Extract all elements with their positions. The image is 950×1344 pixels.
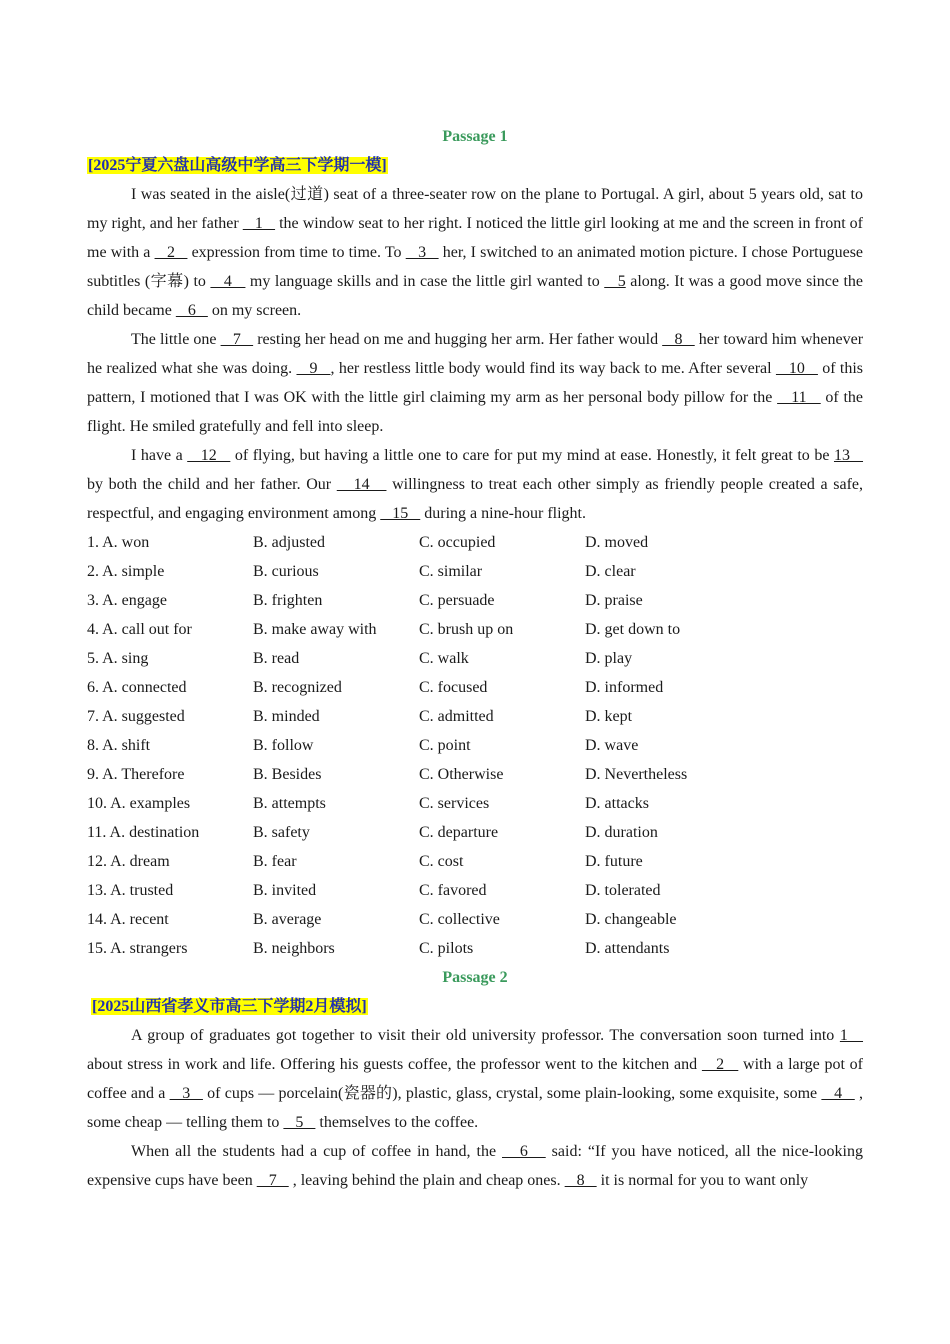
option-a: 6. A. connected — [87, 679, 187, 696]
text: on my screen. — [207, 302, 302, 319]
text: about stress in work and life. Offering his guests coffee, the professor went to the kitchen and — [87, 1056, 702, 1073]
text: , leaving behind the plain and cheap ones. — [288, 1172, 565, 1189]
option-row — [87, 760, 863, 789]
option-b: B. minded — [253, 708, 320, 725]
text: resting her head on me and hugging her arm. Her father would — [253, 331, 663, 348]
passage-1-source — [87, 151, 863, 180]
text: expression from time to time. To — [187, 244, 406, 261]
option-b: B. average — [253, 911, 322, 928]
option-a: 12. A. dream — [87, 853, 170, 870]
text: , some cheap — telling them to — [87, 1085, 863, 1131]
option-b: B. make away with — [253, 621, 377, 638]
option-d: D. play — [585, 650, 633, 667]
blank-8: 8 — [564, 1172, 597, 1189]
option-row — [87, 557, 863, 586]
passage-2-source — [87, 992, 863, 1021]
option-row — [87, 847, 863, 876]
option-a: 13. A. trusted — [87, 882, 174, 899]
option-d: D. moved — [585, 534, 649, 551]
option-row — [87, 586, 863, 615]
option-a: 1. A. won — [87, 534, 150, 551]
text: said: “If you have noticed, all the nice-looking expensive cups have been — [87, 1143, 864, 1189]
option-c: C. point — [419, 737, 471, 754]
option-d: D. attendants — [585, 940, 670, 957]
passage-1-title: Passage 1 — [442, 128, 508, 145]
option-b: B. attempts — [253, 795, 326, 812]
option-c: C. occupied — [419, 534, 496, 551]
text: my language skills and in case the little girl wanted to — [245, 273, 605, 290]
option-b: B. recognized — [253, 679, 342, 696]
option-c: C. persuade — [419, 592, 495, 609]
option-a: 8. A. shift — [87, 737, 151, 754]
text: the window seat to her right. I noticed the little girl looking at me and the screen in front of me with a — [87, 215, 864, 261]
option-b: B. curious — [253, 563, 319, 580]
blank-15: 15 — [380, 505, 421, 522]
option-a: 5. A. sing — [87, 650, 149, 667]
blank-3: 3 — [169, 1085, 203, 1102]
option-b: B. invited — [253, 882, 317, 899]
passage-2-source-label: [2025山西省孝义市高三下学期2月模拟] — [92, 998, 367, 1015]
option-row — [87, 702, 863, 731]
text: with a large pot of coffee and a — [87, 1056, 864, 1102]
option-a: 3. A. engage — [87, 592, 167, 609]
option-b: B. Besides — [253, 766, 322, 783]
option-a: 14. A. recent — [87, 911, 169, 928]
document-content — [87, 122, 863, 1195]
text: The little one — [131, 331, 221, 348]
blank-7: 7 — [220, 331, 254, 348]
option-a: 11. A. destination — [87, 824, 200, 841]
option-c: C. cost — [419, 853, 464, 870]
text: her, I switched to an animated motion picture. I chose Portuguese subtitles (字幕) to — [87, 244, 864, 290]
option-c: C. admitted — [419, 708, 494, 725]
option-row — [87, 905, 863, 934]
option-d: D. duration — [585, 824, 658, 841]
option-c: C. Otherwise — [419, 766, 504, 783]
blank-6: 6 — [502, 1143, 546, 1160]
text: of cups — porcelain(瓷器的), plastic, glass, crystal, some plain-looking, some exquisite, some — [202, 1085, 822, 1102]
text: of the flight. He smiled gratefully and fell into sleep. — [87, 389, 863, 435]
text: her toward him whenever he realized what she was doing. — [87, 331, 864, 377]
blank-12: 12 — [187, 447, 231, 464]
text: of this pattern, I motioned that I was OK with the little girl claiming my arm as her personal body pillow for the — [87, 360, 864, 406]
option-d: D. kept — [585, 708, 633, 725]
option-c: C. services — [419, 795, 490, 812]
option-d: D. clear — [585, 563, 636, 580]
option-b: B. neighbors — [253, 940, 335, 957]
option-b: B. follow — [253, 737, 314, 754]
passage-2-paragraph-1 — [87, 1021, 863, 1137]
text: I have a — [131, 447, 188, 464]
blank-5: 5 — [604, 273, 626, 290]
option-a: 7. A. suggested — [87, 708, 185, 725]
option-row — [87, 818, 863, 847]
option-c: C. brush up on — [419, 621, 514, 638]
option-a: 9. A. Therefore — [87, 766, 185, 783]
option-b: B. frighten — [253, 592, 323, 609]
option-row — [87, 528, 863, 557]
blank-1: 1 — [242, 215, 276, 232]
answer-options — [87, 528, 863, 963]
blank-6: 6 — [175, 302, 208, 319]
option-d: D. changeable — [585, 911, 677, 928]
option-row — [87, 644, 863, 673]
option-d: D. Nevertheless — [585, 766, 688, 783]
blank-9: 9 — [296, 360, 331, 377]
blank-8: 8 — [662, 331, 695, 348]
option-a: 4. A. call out for — [87, 621, 192, 638]
option-c: C. pilots — [419, 940, 474, 957]
blank-11: 11 — [777, 389, 821, 406]
text: during a nine-hour flight. — [420, 505, 586, 522]
option-row — [87, 876, 863, 905]
blank-5: 5 — [283, 1114, 316, 1131]
option-a: 15. A. strangers — [87, 940, 188, 957]
blank-14: 14 — [336, 476, 387, 493]
blank-4: 4 — [210, 273, 246, 290]
option-c: C. favored — [419, 882, 487, 899]
option-c: C. collective — [419, 911, 500, 928]
blank-13: 13 — [833, 447, 864, 464]
passage-1-paragraph-2 — [87, 325, 863, 441]
text: When all the students had a cup of coffee in hand, the — [131, 1143, 502, 1160]
option-c: C. focused — [419, 679, 488, 696]
option-row — [87, 934, 863, 963]
passage-2-paragraph-2 — [87, 1137, 863, 1195]
blank-2: 2 — [154, 244, 188, 261]
option-d: D. informed — [585, 679, 664, 696]
option-row — [87, 673, 863, 702]
option-d: D. attacks — [585, 795, 649, 812]
passage-1-paragraph-3 — [87, 441, 863, 528]
blank-3: 3 — [405, 244, 439, 261]
option-row — [87, 789, 863, 818]
blank-10: 10 — [775, 360, 818, 377]
option-a: 2. A. simple — [87, 563, 165, 580]
option-b: B. fear — [253, 853, 297, 870]
blank-4: 4 — [821, 1085, 855, 1102]
option-b: B. adjusted — [253, 534, 325, 551]
text: along. It was a good move since the child became — [87, 273, 863, 319]
text: themselves to the coffee. — [315, 1114, 479, 1131]
blank-1: 1 — [839, 1027, 864, 1044]
option-d: D. future — [585, 853, 643, 870]
option-d: D. praise — [585, 592, 643, 609]
passage-1-source-label: [2025宁夏六盘山高级中学高三下学期一模] — [88, 157, 387, 174]
text: it is normal for you to want only — [596, 1172, 809, 1189]
blank-2: 2 — [701, 1056, 739, 1073]
option-c: C. walk — [419, 650, 469, 667]
blank-7: 7 — [256, 1172, 289, 1189]
option-b: B. safety — [253, 824, 310, 841]
option-c: C. similar — [419, 563, 483, 580]
option-row — [87, 615, 863, 644]
text: willingness to treat each other simply as friendly people created a safe, respectful, and engaging environment among — [87, 476, 864, 522]
option-d: D. wave — [585, 737, 639, 754]
option-c: C. departure — [419, 824, 499, 841]
option-b: B. read — [253, 650, 300, 667]
text: of flying, but having a little one to care for put my mind at ease. Honestly, it felt great to be — [230, 447, 834, 464]
option-row — [87, 731, 863, 760]
option-d: D. get down to — [585, 621, 681, 638]
text: by both the child and her father. Our — [87, 476, 337, 493]
text: A group of graduates got together to visit their old university professor. The conversation soon turned into — [131, 1027, 840, 1044]
text: I was seated in the aisle(过道) seat of a three-seater row on the plane to Portugal. A girl, about 5 years old, sat to my right, and her father — [87, 186, 863, 232]
passage-1-paragraph-1 — [87, 180, 863, 325]
passage-2-title: Passage 2 — [442, 969, 508, 986]
text: , her restless little body would find its way back to me. After several — [330, 360, 776, 377]
option-d: D. tolerated — [585, 882, 661, 899]
option-a: 10. A. examples — [87, 795, 191, 812]
